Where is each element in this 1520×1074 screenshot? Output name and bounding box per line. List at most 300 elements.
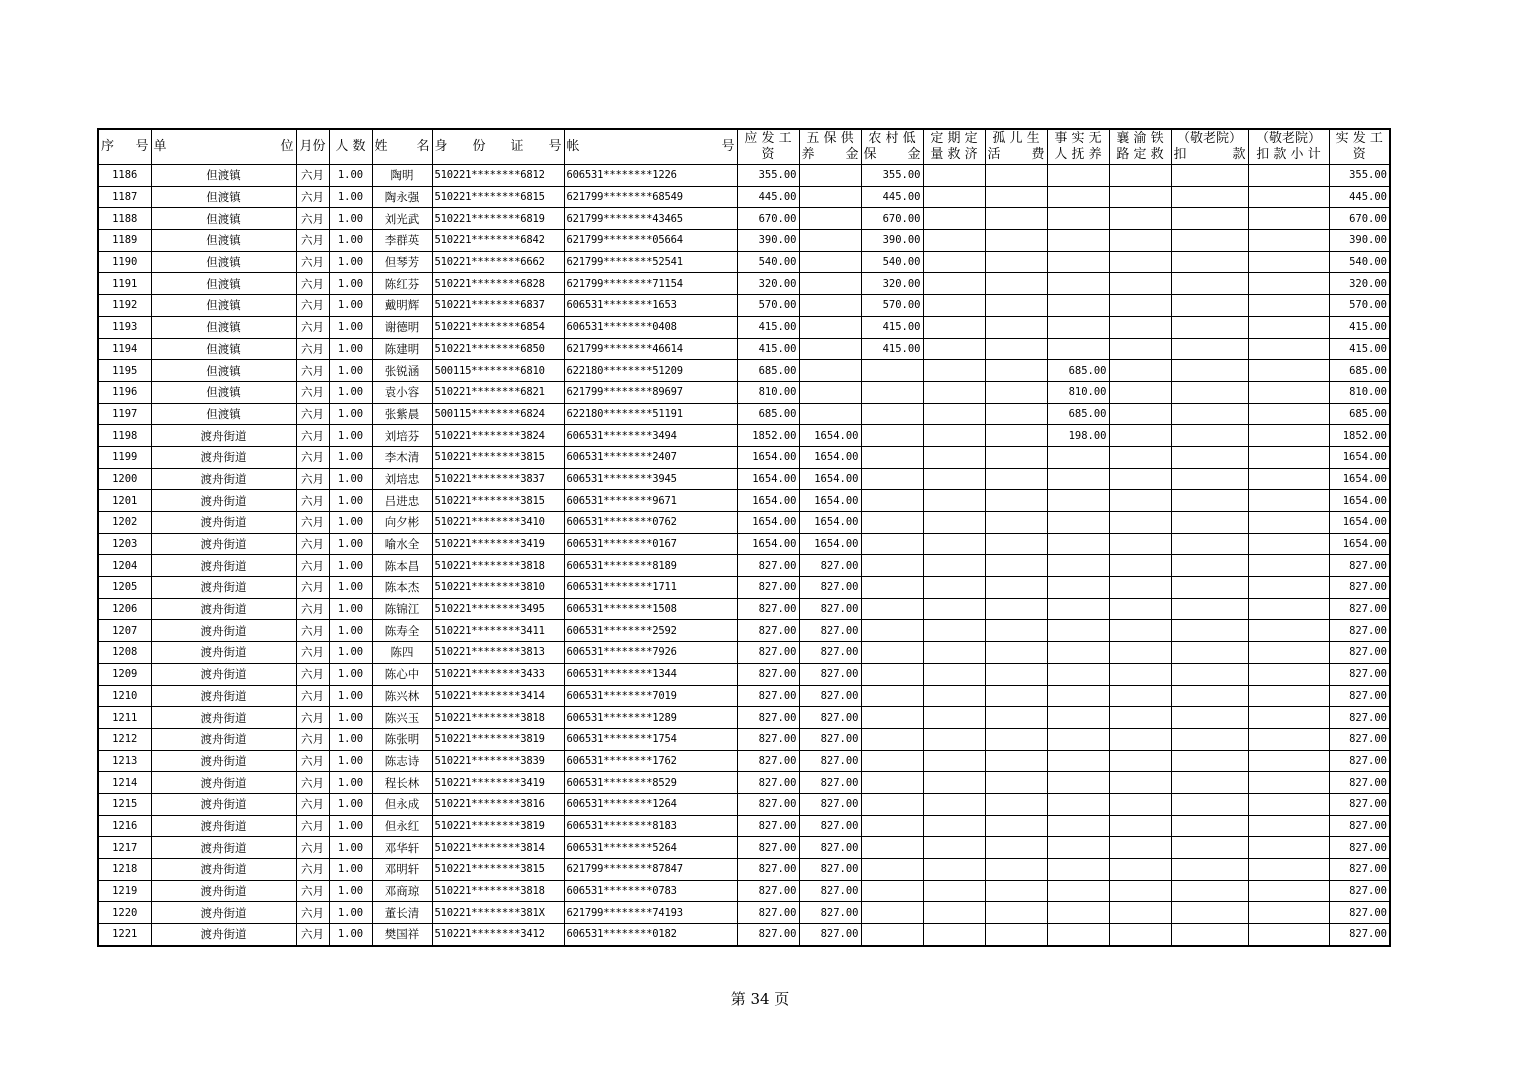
cell-nursing-subtotal (1248, 295, 1329, 317)
cell-count: 1.00 (329, 685, 372, 707)
cell-seq: 1210 (98, 685, 151, 707)
cell-five-guarantee (799, 338, 861, 360)
cell-nursing-deduct (1171, 360, 1248, 382)
cell-rural-min (861, 620, 923, 642)
cell-month: 六月 (296, 772, 329, 794)
cell-unit: 渡舟街道 (151, 728, 296, 750)
cell-month: 六月 (296, 230, 329, 252)
cell-nursing-deduct (1171, 208, 1248, 230)
table-row (98, 837, 1390, 859)
cell-fixed-relief (923, 642, 985, 664)
cell-account: 622180********51209 (564, 360, 737, 382)
cell-name: 陈锦江 (372, 598, 432, 620)
cell-orphan (985, 642, 1047, 664)
cell-name: 刘培芬 (372, 425, 432, 447)
cell-seq: 1187 (98, 186, 151, 208)
cell-nursing-deduct (1171, 728, 1248, 750)
cell-nursing-subtotal (1248, 728, 1329, 750)
cell-five-guarantee (799, 165, 861, 187)
cell-count: 1.00 (329, 533, 372, 555)
cell-due-pay: 827.00 (737, 859, 799, 881)
cell-railway (1109, 295, 1171, 317)
cell-seq: 1207 (98, 620, 151, 642)
cell-fixed-relief (923, 772, 985, 794)
cell-account: 622180********51191 (564, 403, 737, 425)
cell-count: 1.00 (329, 360, 372, 382)
cell-month: 六月 (296, 837, 329, 859)
cell-unit: 渡舟街道 (151, 685, 296, 707)
cell-rural-min: 670.00 (861, 208, 923, 230)
cell-id: 500115********6810 (432, 360, 564, 382)
header-five-guarantee: 五 保 供 养 金 (799, 129, 861, 165)
cell-nursing-subtotal (1248, 208, 1329, 230)
cell-name: 李群英 (372, 230, 432, 252)
cell-actual-pay: 415.00 (1329, 316, 1390, 338)
cell-actual-pay: 827.00 (1329, 728, 1390, 750)
cell-month: 六月 (296, 880, 329, 902)
cell-month: 六月 (296, 793, 329, 815)
cell-five-guarantee: 827.00 (799, 620, 861, 642)
cell-seq: 1218 (98, 859, 151, 881)
cell-count: 1.00 (329, 186, 372, 208)
table-row (98, 880, 1390, 902)
cell-seq: 1203 (98, 533, 151, 555)
cell-railway (1109, 316, 1171, 338)
cell-five-guarantee (799, 295, 861, 317)
cell-due-pay: 1654.00 (737, 490, 799, 512)
cell-de-facto (1047, 663, 1109, 685)
cell-unit: 渡舟街道 (151, 577, 296, 599)
cell-nursing-subtotal (1248, 880, 1329, 902)
cell-seq: 1190 (98, 251, 151, 273)
cell-unit: 渡舟街道 (151, 490, 296, 512)
cell-due-pay: 540.00 (737, 251, 799, 273)
cell-orphan (985, 273, 1047, 295)
cell-month: 六月 (296, 707, 329, 729)
cell-fixed-relief (923, 316, 985, 338)
table-row (98, 793, 1390, 815)
cell-count: 1.00 (329, 902, 372, 924)
cell-due-pay: 1654.00 (737, 468, 799, 490)
cell-unit: 但渡镇 (151, 338, 296, 360)
cell-rural-min: 415.00 (861, 316, 923, 338)
cell-due-pay: 827.00 (737, 924, 799, 946)
cell-seq: 1214 (98, 772, 151, 794)
cell-id: 510221********6854 (432, 316, 564, 338)
cell-month: 六月 (296, 403, 329, 425)
cell-due-pay: 827.00 (737, 598, 799, 620)
cell-orphan (985, 902, 1047, 924)
cell-unit: 但渡镇 (151, 360, 296, 382)
cell-unit: 但渡镇 (151, 273, 296, 295)
cell-seq: 1212 (98, 728, 151, 750)
cell-five-guarantee: 827.00 (799, 598, 861, 620)
cell-nursing-subtotal (1248, 750, 1329, 772)
cell-rural-min (861, 663, 923, 685)
cell-id: 510221********3814 (432, 837, 564, 859)
cell-nursing-subtotal (1248, 490, 1329, 512)
cell-count: 1.00 (329, 750, 372, 772)
cell-name: 刘培忠 (372, 468, 432, 490)
cell-seq: 1204 (98, 555, 151, 577)
cell-account: 606531********9671 (564, 490, 737, 512)
cell-actual-pay: 827.00 (1329, 793, 1390, 815)
cell-orphan (985, 598, 1047, 620)
cell-count: 1.00 (329, 598, 372, 620)
table-row (98, 186, 1390, 208)
cell-count: 1.00 (329, 251, 372, 273)
cell-de-facto (1047, 902, 1109, 924)
cell-id: 510221********3819 (432, 728, 564, 750)
cell-orphan (985, 750, 1047, 772)
header-id: 身 份 证 号 (432, 129, 564, 165)
cell-railway (1109, 425, 1171, 447)
cell-fixed-relief (923, 186, 985, 208)
cell-actual-pay: 827.00 (1329, 880, 1390, 902)
cell-unit: 渡舟街道 (151, 446, 296, 468)
cell-name: 陈寿全 (372, 620, 432, 642)
cell-account: 606531********8189 (564, 555, 737, 577)
cell-rural-min (861, 750, 923, 772)
cell-rural-min (861, 772, 923, 794)
cell-seq: 1205 (98, 577, 151, 599)
header-month: 月份 (296, 129, 329, 165)
cell-due-pay: 355.00 (737, 165, 799, 187)
cell-five-guarantee (799, 186, 861, 208)
cell-nursing-subtotal (1248, 230, 1329, 252)
cell-seq: 1196 (98, 381, 151, 403)
cell-seq: 1216 (98, 815, 151, 837)
table-row (98, 772, 1390, 794)
cell-nursing-deduct (1171, 772, 1248, 794)
table-row (98, 208, 1390, 230)
cell-month: 六月 (296, 859, 329, 881)
cell-five-guarantee: 827.00 (799, 663, 861, 685)
header-fixed-relief: 定 期 定 量 救 济 (923, 129, 985, 165)
cell-count: 1.00 (329, 230, 372, 252)
cell-month: 六月 (296, 446, 329, 468)
cell-five-guarantee: 827.00 (799, 577, 861, 599)
cell-fixed-relief (923, 793, 985, 815)
cell-de-facto (1047, 772, 1109, 794)
cell-actual-pay: 827.00 (1329, 859, 1390, 881)
cell-fixed-relief (923, 598, 985, 620)
cell-nursing-subtotal (1248, 642, 1329, 664)
cell-railway (1109, 446, 1171, 468)
cell-orphan (985, 663, 1047, 685)
cell-de-facto (1047, 707, 1109, 729)
cell-id: 510221********3818 (432, 555, 564, 577)
cell-month: 六月 (296, 728, 329, 750)
cell-fixed-relief (923, 208, 985, 230)
cell-actual-pay: 415.00 (1329, 338, 1390, 360)
cell-rural-min (861, 468, 923, 490)
cell-account: 606531********7019 (564, 685, 737, 707)
cell-account: 606531********0182 (564, 924, 737, 946)
cell-nursing-subtotal (1248, 468, 1329, 490)
cell-orphan (985, 490, 1047, 512)
cell-five-guarantee: 827.00 (799, 555, 861, 577)
cell-count: 1.00 (329, 295, 372, 317)
cell-account: 606531********5264 (564, 837, 737, 859)
cell-de-facto (1047, 468, 1109, 490)
cell-month: 六月 (296, 381, 329, 403)
cell-orphan (985, 555, 1047, 577)
cell-nursing-subtotal (1248, 360, 1329, 382)
cell-account: 606531********1711 (564, 577, 737, 599)
cell-railway (1109, 251, 1171, 273)
cell-rural-min (861, 642, 923, 664)
cell-actual-pay: 445.00 (1329, 186, 1390, 208)
cell-orphan (985, 165, 1047, 187)
table-row (98, 707, 1390, 729)
cell-unit: 渡舟街道 (151, 642, 296, 664)
cell-railway (1109, 924, 1171, 946)
cell-account: 606531********0408 (564, 316, 737, 338)
cell-name: 陈志诗 (372, 750, 432, 772)
cell-rural-min: 390.00 (861, 230, 923, 252)
cell-month: 六月 (296, 685, 329, 707)
cell-railway (1109, 273, 1171, 295)
cell-five-guarantee: 827.00 (799, 815, 861, 837)
cell-five-guarantee: 1654.00 (799, 512, 861, 534)
cell-unit: 渡舟街道 (151, 663, 296, 685)
cell-de-facto (1047, 815, 1109, 837)
cell-railway (1109, 707, 1171, 729)
cell-railway (1109, 555, 1171, 577)
cell-month: 六月 (296, 295, 329, 317)
cell-id: 510221********6837 (432, 295, 564, 317)
cell-unit: 渡舟街道 (151, 837, 296, 859)
cell-de-facto (1047, 230, 1109, 252)
cell-five-guarantee: 1654.00 (799, 468, 861, 490)
cell-due-pay: 685.00 (737, 403, 799, 425)
cell-nursing-deduct (1171, 793, 1248, 815)
cell-unit: 渡舟街道 (151, 924, 296, 946)
cell-id: 510221********3813 (432, 642, 564, 664)
table-row (98, 360, 1390, 382)
cell-rural-min (861, 555, 923, 577)
cell-month: 六月 (296, 360, 329, 382)
cell-rural-min (861, 707, 923, 729)
cell-de-facto (1047, 859, 1109, 881)
cell-account: 606531********1264 (564, 793, 737, 815)
cell-railway (1109, 165, 1171, 187)
cell-railway (1109, 208, 1171, 230)
cell-count: 1.00 (329, 707, 372, 729)
cell-nursing-deduct (1171, 446, 1248, 468)
cell-nursing-deduct (1171, 295, 1248, 317)
cell-count: 1.00 (329, 555, 372, 577)
cell-account: 621799********87847 (564, 859, 737, 881)
cell-railway (1109, 338, 1171, 360)
cell-due-pay: 827.00 (737, 555, 799, 577)
cell-rural-min: 415.00 (861, 338, 923, 360)
cell-orphan (985, 316, 1047, 338)
cell-fixed-relief (923, 685, 985, 707)
cell-count: 1.00 (329, 165, 372, 187)
cell-railway (1109, 880, 1171, 902)
cell-railway (1109, 902, 1171, 924)
cell-nursing-deduct (1171, 251, 1248, 273)
cell-rural-min (861, 425, 923, 447)
cell-due-pay: 827.00 (737, 685, 799, 707)
cell-name: 樊国祥 (372, 924, 432, 946)
cell-orphan (985, 837, 1047, 859)
cell-due-pay: 827.00 (737, 707, 799, 729)
cell-account: 606531********3945 (564, 468, 737, 490)
cell-count: 1.00 (329, 273, 372, 295)
cell-name: 董长清 (372, 902, 432, 924)
cell-nursing-deduct (1171, 837, 1248, 859)
cell-fixed-relief (923, 381, 985, 403)
cell-seq: 1194 (98, 338, 151, 360)
cell-month: 六月 (296, 555, 329, 577)
cell-de-facto (1047, 577, 1109, 599)
cell-railway (1109, 186, 1171, 208)
cell-due-pay: 827.00 (737, 815, 799, 837)
cell-nursing-subtotal (1248, 902, 1329, 924)
cell-fixed-relief (923, 815, 985, 837)
cell-name: 刘光武 (372, 208, 432, 230)
cell-month: 六月 (296, 620, 329, 642)
cell-five-guarantee (799, 403, 861, 425)
cell-rural-min (861, 924, 923, 946)
cell-month: 六月 (296, 750, 329, 772)
cell-fixed-relief (923, 837, 985, 859)
cell-railway (1109, 663, 1171, 685)
cell-de-facto (1047, 598, 1109, 620)
cell-five-guarantee: 827.00 (799, 859, 861, 881)
cell-fixed-relief (923, 728, 985, 750)
cell-railway (1109, 512, 1171, 534)
cell-orphan (985, 403, 1047, 425)
cell-seq: 1208 (98, 642, 151, 664)
cell-count: 1.00 (329, 837, 372, 859)
cell-seq: 1220 (98, 902, 151, 924)
cell-actual-pay: 685.00 (1329, 360, 1390, 382)
cell-name: 陈兴林 (372, 685, 432, 707)
cell-name: 但永红 (372, 815, 432, 837)
cell-id: 510221********6842 (432, 230, 564, 252)
cell-account: 621799********71154 (564, 273, 737, 295)
cell-fixed-relief (923, 750, 985, 772)
cell-due-pay: 445.00 (737, 186, 799, 208)
cell-name: 陈张明 (372, 728, 432, 750)
cell-rural-min (861, 598, 923, 620)
cell-fixed-relief (923, 902, 985, 924)
cell-unit: 渡舟街道 (151, 425, 296, 447)
cell-rural-min: 570.00 (861, 295, 923, 317)
cell-account: 606531********1226 (564, 165, 737, 187)
cell-unit: 渡舟街道 (151, 793, 296, 815)
cell-id: 510221********3419 (432, 772, 564, 794)
cell-five-guarantee (799, 208, 861, 230)
cell-seq: 1217 (98, 837, 151, 859)
cell-id: 510221********3495 (432, 598, 564, 620)
cell-unit: 但渡镇 (151, 295, 296, 317)
cell-account: 606531********1762 (564, 750, 737, 772)
cell-orphan (985, 620, 1047, 642)
cell-count: 1.00 (329, 446, 372, 468)
cell-month: 六月 (296, 577, 329, 599)
cell-nursing-deduct (1171, 663, 1248, 685)
cell-nursing-deduct (1171, 620, 1248, 642)
cell-id: 510221********6821 (432, 381, 564, 403)
cell-fixed-relief (923, 620, 985, 642)
cell-seq: 1201 (98, 490, 151, 512)
cell-fixed-relief (923, 425, 985, 447)
cell-rural-min (861, 902, 923, 924)
cell-nursing-subtotal (1248, 403, 1329, 425)
cell-id: 500115********6824 (432, 403, 564, 425)
cell-fixed-relief (923, 230, 985, 252)
cell-orphan (985, 230, 1047, 252)
cell-five-guarantee: 827.00 (799, 642, 861, 664)
cell-unit: 渡舟街道 (151, 815, 296, 837)
cell-orphan (985, 446, 1047, 468)
table-row (98, 555, 1390, 577)
cell-nursing-subtotal (1248, 533, 1329, 555)
cell-id: 510221********3412 (432, 924, 564, 946)
header-due-pay: 应 发 工 资 (737, 129, 799, 165)
cell-fixed-relief (923, 555, 985, 577)
cell-railway (1109, 230, 1171, 252)
cell-nursing-deduct (1171, 425, 1248, 447)
table-row (98, 403, 1390, 425)
cell-fixed-relief (923, 273, 985, 295)
cell-five-guarantee: 827.00 (799, 707, 861, 729)
header-railway: 襄 渝 铁 路 定 救 (1109, 129, 1171, 165)
cell-nursing-deduct (1171, 902, 1248, 924)
table-row (98, 251, 1390, 273)
cell-name: 但琴芳 (372, 251, 432, 273)
cell-orphan (985, 859, 1047, 881)
cell-id: 510221********3410 (432, 512, 564, 534)
cell-nursing-subtotal (1248, 338, 1329, 360)
table-row (98, 620, 1390, 642)
cell-seq: 1188 (98, 208, 151, 230)
cell-orphan (985, 295, 1047, 317)
cell-fixed-relief (923, 165, 985, 187)
table-row (98, 728, 1390, 750)
cell-count: 1.00 (329, 512, 372, 534)
table-row (98, 295, 1390, 317)
cell-actual-pay: 570.00 (1329, 295, 1390, 317)
table-row (98, 598, 1390, 620)
cell-unit: 但渡镇 (151, 165, 296, 187)
cell-account: 606531********0167 (564, 533, 737, 555)
cell-name: 陶明 (372, 165, 432, 187)
table-row (98, 642, 1390, 664)
cell-due-pay: 1852.00 (737, 425, 799, 447)
cell-name: 陶永强 (372, 186, 432, 208)
cell-month: 六月 (296, 642, 329, 664)
cell-account: 606531********2592 (564, 620, 737, 642)
cell-actual-pay: 827.00 (1329, 663, 1390, 685)
cell-five-guarantee: 827.00 (799, 924, 861, 946)
cell-seq: 1199 (98, 446, 151, 468)
cell-rural-min (861, 533, 923, 555)
cell-nursing-subtotal (1248, 837, 1329, 859)
cell-seq: 1221 (98, 924, 151, 946)
cell-due-pay: 827.00 (737, 793, 799, 815)
cell-orphan (985, 728, 1047, 750)
cell-due-pay: 827.00 (737, 642, 799, 664)
cell-nursing-deduct (1171, 815, 1248, 837)
header-rural-min: 农 村 低 保 金 (861, 129, 923, 165)
cell-nursing-deduct (1171, 642, 1248, 664)
